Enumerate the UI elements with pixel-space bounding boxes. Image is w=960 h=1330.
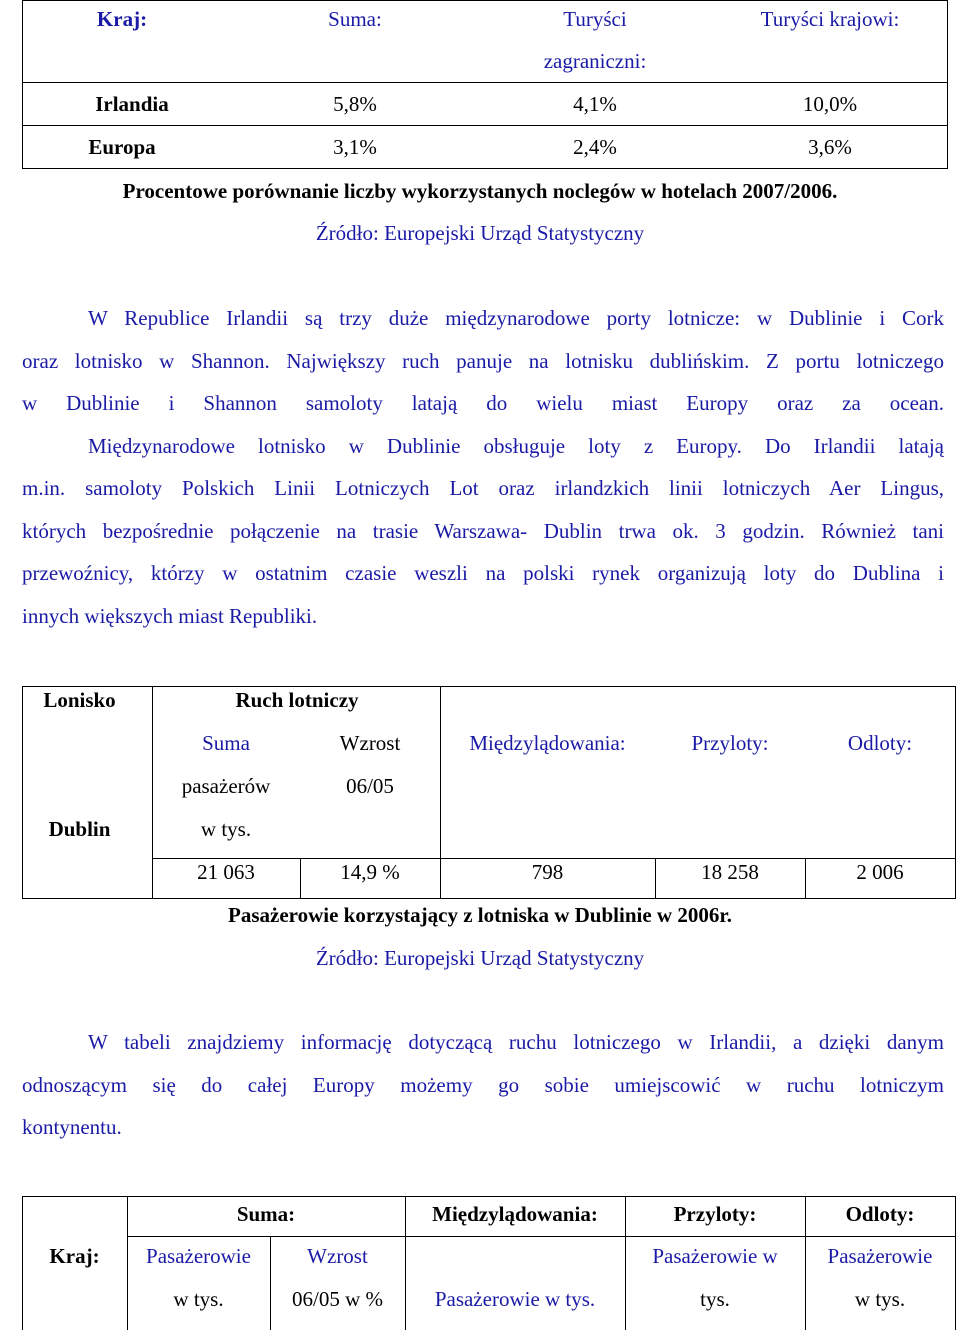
subheader-odloty: Pasażerowie <box>827 1244 933 1268</box>
subheader-wzrost-2: 06/05 w % <box>292 1287 383 1311</box>
header-odloty: Odloty: <box>847 731 913 755</box>
paragraph-airports <box>22 297 944 637</box>
header-wzrost: Wzrost <box>339 731 401 755</box>
subheader-pasazerowie: Pasażerowie <box>146 1244 251 1268</box>
row-europa-suma: 3,1% <box>333 135 377 159</box>
header-suma: Suma: <box>236 1202 296 1226</box>
subheader-przyloty-2: tys. <box>700 1287 730 1311</box>
row-irlandia-krajowi: 10,0% <box>802 92 858 116</box>
paragraph-line: których bezpośrednie połączenie na trasie Warszawa- Dublin trwa ok. 3 godzin. Również tani <box>22 518 944 543</box>
row-irlandia-kraj: Irlandia <box>95 92 169 116</box>
paragraph-line: W Republice Irlandii są trzy duże międzynarodowe porty lotnicze: w Dublinie i Cork <box>88 306 944 330</box>
header-przyloty: Przyloty: <box>691 731 769 755</box>
value-suma: 21 063 <box>197 860 255 884</box>
paragraph-line: Międzynarodowe lotnisko w Dublinie obsługuje loty z Europy. Do Irlandii latają <box>88 433 944 458</box>
header-turysci-zagraniczni: Turyści <box>563 7 627 31</box>
paragraph-line: kontynentu. <box>22 1115 122 1139</box>
row-europa-zagraniczni: 2,4% <box>573 135 617 159</box>
table2-caption: Pasażerowie korzystający z lotniska w Dublinie w 2006r. <box>228 903 732 927</box>
row-irlandia-suma: 5,8% <box>333 92 377 116</box>
table-dublin-passengers <box>0 680 960 900</box>
source-note-2: Źródło: Europejski Urząd Statystyczny <box>315 946 645 970</box>
value-przyloty: 18 258 <box>701 860 759 884</box>
row-europa-kraj: Europa <box>88 135 156 159</box>
paragraph-line: m.in. samoloty Polskich Linii Lotniczych Lot oraz irlandzkich linii lotniczych Aer Lingus, <box>22 476 944 500</box>
table1-caption: Procentowe porównanie liczby wykorzystanych noclegów w hotelach 2007/2006. <box>122 179 838 203</box>
header-suma-pasazerow-2: pasażerów <box>181 774 271 798</box>
header-kraj: Kraj: <box>96 7 148 31</box>
table-europe-traffic <box>0 1196 960 1330</box>
source-note-1: Źródło: Europejski Urząd Statystyczny <box>315 221 645 245</box>
subheader-miedzy: Pasażerowie w tys. <box>434 1287 596 1311</box>
subheader-wzrost: Wzrost <box>307 1244 368 1268</box>
paragraph-line: odnoszącym się do całej Europy możemy go sobie umiejscowić w ruchu lotniczym <box>22 1072 944 1097</box>
value-miedzyladowania: 798 <box>531 860 564 884</box>
header-miedzyladowania: Międzylądowania: <box>432 1202 598 1226</box>
paragraph-line: w Dublinie i Shannon samoloty latają do wielu miast Europy oraz za ocean. <box>22 391 944 415</box>
header-turysci-zagraniczni-cont: zagraniczni: <box>543 49 647 73</box>
header-wzrost-2: 06/05 <box>346 774 394 798</box>
paragraph-line: przewoźnicy, którzy w ostatnim czasie weszli na polski rynek organizują loty do Dublina i <box>22 561 944 585</box>
header-suma: Suma: <box>328 7 382 31</box>
header-suma-pasazerow-3: w tys. <box>200 817 252 841</box>
header-odloty: Odloty: <box>845 1202 915 1226</box>
table-hotel-comparison <box>0 0 960 180</box>
subheader-pasazerowie-2: w tys. <box>173 1287 224 1311</box>
header-miedzyladowania: Międzylądowania: <box>469 731 626 755</box>
header-kraj: Kraj: <box>49 1244 100 1268</box>
header-ruch-lotniczy: Ruch lotniczy <box>235 688 359 712</box>
paragraph-table-info <box>22 1021 944 1149</box>
header-lotnisko: Lonisko <box>43 688 116 712</box>
value-odloty: 2 006 <box>856 860 904 884</box>
row-irlandia-zagraniczni: 4,1% <box>573 92 617 116</box>
paragraph-line: innych większych miast Republiki. <box>22 603 318 628</box>
row-dublin-label: Dublin <box>48 817 111 841</box>
value-wzrost: 14,9 % <box>340 860 400 884</box>
paragraph-line: W tabeli znajdziemy informację dotyczącą ruchu lotniczego w Irlandii, a dzięki danym <box>88 1030 944 1054</box>
row-europa-krajowi: 3,6% <box>808 135 852 159</box>
subheader-odloty-2: w tys. <box>854 1287 906 1311</box>
header-suma-pasazerow: Suma <box>202 731 250 755</box>
paragraph-line: oraz lotnisko w Shannon. Największy ruch panuje na lotnisku dublińskim. Z portu lotniczego <box>22 348 944 373</box>
header-turysci-krajowi: Turyści krajowi: <box>760 7 900 31</box>
header-przyloty: Przyloty: <box>673 1202 757 1226</box>
subheader-przyloty: Pasażerowie w <box>652 1244 778 1268</box>
